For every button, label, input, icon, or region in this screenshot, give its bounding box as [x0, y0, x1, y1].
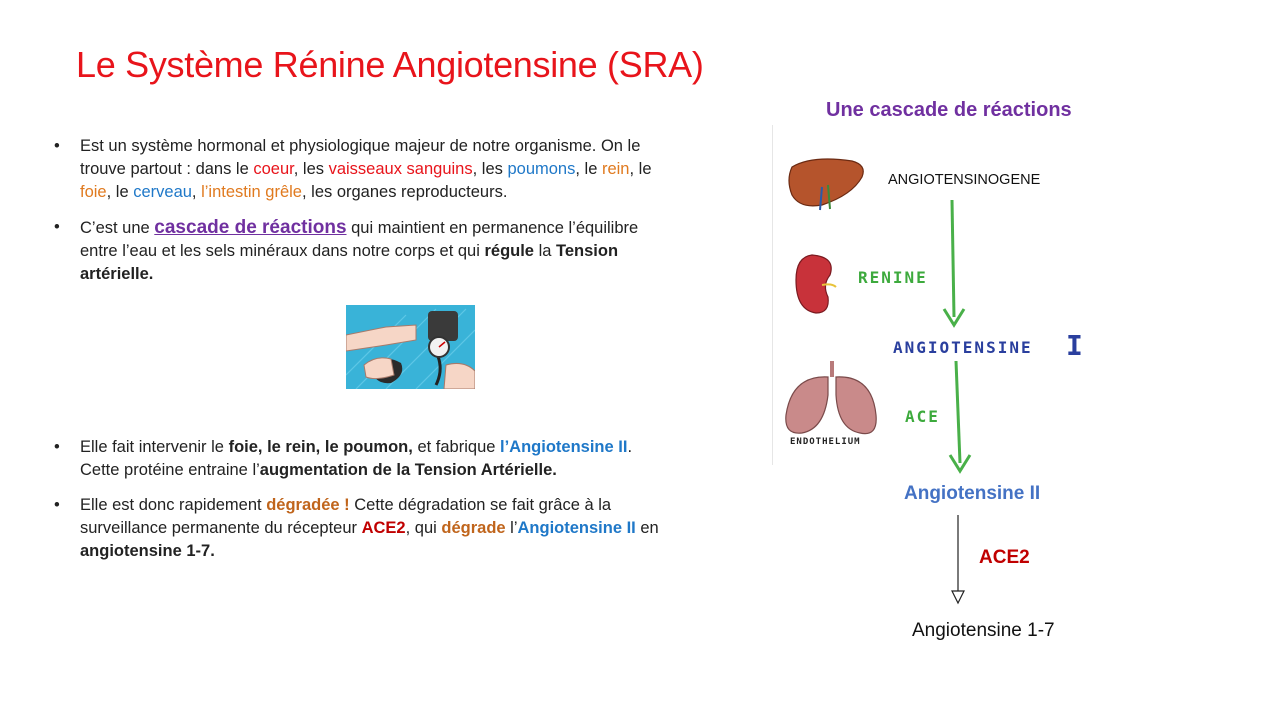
organ-coeur: coeur — [253, 160, 294, 178]
lungs-icon — [786, 361, 876, 434]
degrade-text: dégrade — [441, 519, 506, 537]
bullet2-text-a: C’est une — [80, 219, 155, 237]
angiotensine-ii-text: l’Angiotensine II — [500, 438, 628, 456]
cascade-title: Une cascade de réactions — [826, 99, 1072, 121]
bullet-angiotensine — [54, 436, 674, 482]
arrow-renine — [944, 200, 964, 325]
organs-text: foie, le rein, le poumon, — [228, 438, 413, 456]
regule-text: régule — [484, 242, 534, 260]
cascade-diagram — [772, 125, 1102, 655]
bullet4-text-c: , qui — [405, 519, 442, 537]
bullet1-text-e: , le — [629, 160, 652, 178]
bullet1-text-a: Est un système hormonal et physiologique majeur de notre organisme. On le trouve partout : dans le — [80, 137, 641, 178]
angiotensine-2-label: Angiotensine II — [904, 483, 1041, 504]
angiotensine-1-label: ANGIOTENSINE — [893, 338, 1033, 357]
organ-foie: foie — [80, 183, 107, 201]
kidney-icon — [796, 255, 836, 313]
angiotensine-17-label: Angiotensine 1-7 — [912, 620, 1055, 641]
ace2-label: ACE2 — [979, 547, 1030, 568]
angiotensine-17-text: angiotensine 1-7. — [80, 542, 215, 560]
organ-poumons: poumons — [507, 160, 576, 178]
bullet-list-top — [54, 135, 674, 286]
blood-pressure-illustration — [346, 305, 475, 389]
organ-rein: rein — [601, 160, 630, 178]
cascade-link[interactable]: cascade de réactions — [154, 217, 347, 238]
bullet1-text-d: , le — [575, 160, 602, 178]
bullet3-text-c: . Cette protéine entraine l’ — [80, 438, 633, 479]
endothelium-label: ENDOTHELIUM — [790, 437, 861, 447]
bullet1-text-c: , les — [472, 160, 508, 178]
bullet1-text-h: , les organes reproducteurs. — [301, 183, 508, 201]
organ-intestin: l’intestin grêle — [201, 183, 302, 201]
organ-cerveau: cerveau — [133, 183, 192, 201]
bullet1-text-f: , le — [106, 183, 134, 201]
bullet4-text-d: l’ — [505, 519, 518, 537]
bullet-dot: • — [54, 496, 60, 514]
bullet3-text-a: Elle fait intervenir le — [80, 438, 229, 456]
bullet-degradation — [54, 494, 674, 563]
liver-icon — [789, 159, 863, 210]
bullet3-text-b: et fabrique — [412, 438, 500, 456]
angiotensinogene-label: ANGIOTENSINOGENE — [888, 172, 1041, 188]
bullet4-text-e: en — [635, 519, 659, 537]
bullet-hormonal-system — [54, 135, 674, 204]
bullet-list-bottom — [54, 436, 674, 563]
slide-title: Le Système Rénine Angiotensine (SRA) — [76, 44, 704, 85]
arrow-ace — [950, 361, 970, 471]
organ-vaisseaux: vaisseaux sanguins — [328, 160, 473, 178]
bullet1-text-g: , — [191, 183, 202, 201]
bullet1-text-b: , les — [293, 160, 329, 178]
bullet2-text-b: qui maintient en permanence l’équilibre entre l’eau et les sels minéraux dans notre corps et qui — [80, 219, 639, 260]
bullet4-text-b: Cette dégradation se fait grâce à la surveillance permanente du récepteur — [80, 496, 612, 537]
bullet-dot: • — [54, 218, 60, 236]
arrow-ace2 — [952, 515, 964, 603]
augmentation-text: augmentation de la Tension Artérielle. — [259, 461, 557, 479]
bullet2-text-c: la — [534, 242, 557, 260]
tension-text: Tension artérielle. — [80, 242, 619, 283]
bullet4-text-a: Elle est donc rapidement — [80, 496, 267, 514]
bullet-dot: • — [54, 137, 60, 155]
angiotensine-1-roman: I — [1066, 329, 1085, 362]
ace-label: ACE — [905, 407, 940, 426]
renine-label: RENINE — [858, 268, 928, 287]
ace2-text: ACE2 — [361, 519, 406, 537]
angiotensine-ii-text-2: Angiotensine II — [517, 519, 636, 537]
bullet-cascade — [54, 216, 674, 286]
degradee-text: dégradée ! — [266, 496, 350, 514]
bullet-dot: • — [54, 438, 60, 456]
